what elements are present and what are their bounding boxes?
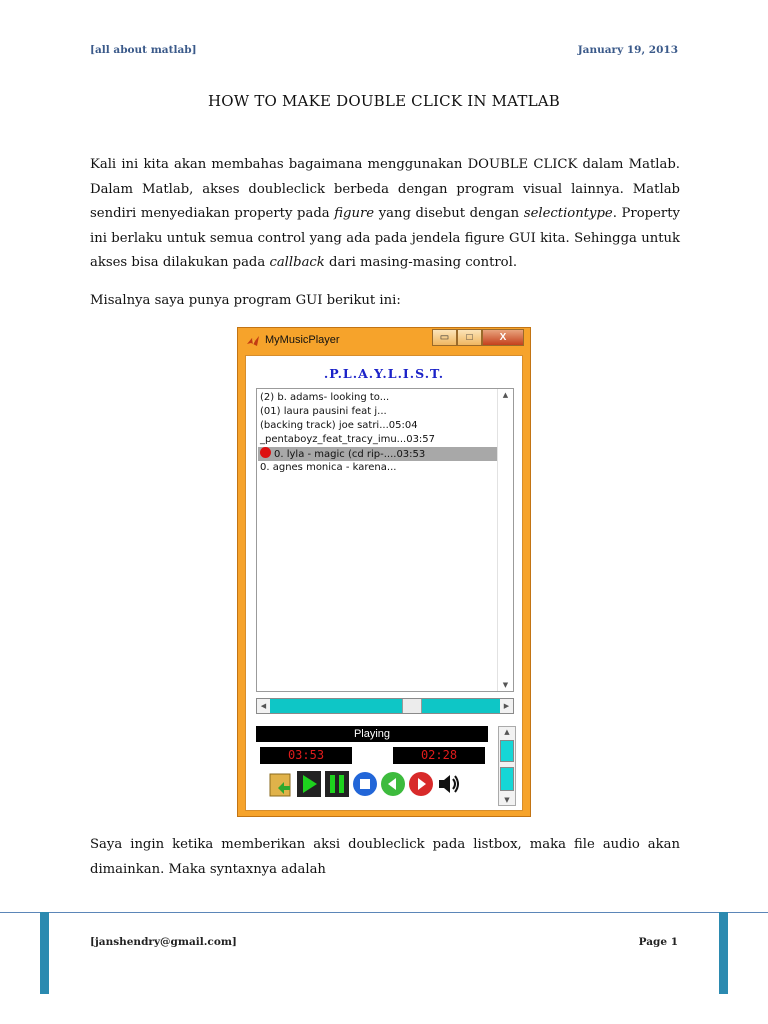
seek-right-icon[interactable]: ▶: [500, 699, 513, 713]
seek-left-icon[interactable]: ◀: [257, 699, 270, 713]
close-button[interactable]: X: [482, 329, 524, 346]
footer-rule: [0, 912, 768, 913]
playlist-item-selected[interactable]: [258, 447, 498, 461]
para1-text-4: dari masing-masing control.: [324, 255, 518, 270]
window-title: MyMusicPlayer: [265, 334, 340, 346]
minimize-button[interactable]: ▭: [432, 329, 457, 346]
playlist-item[interactable]: (01) laura pausini feat j...: [260, 406, 387, 417]
scroll-up-icon[interactable]: ▲: [502, 391, 509, 399]
volume-block-upper: [500, 740, 514, 762]
playlist-vertical-scrollbar[interactable]: [497, 389, 513, 691]
footer-page-number: Page 1: [638, 936, 678, 948]
scroll-down-icon[interactable]: ▼: [502, 681, 509, 689]
paragraph-doubleclick: Saya ingin ketika memberikan aksi doubleclick pada listbox, maka file audio akan dimainkan. Maka syntaxnya adalah: [90, 837, 680, 877]
paragraph-intro: [90, 153, 680, 276]
playlist-item[interactable]: _pentaboyz_feat_tracy_imu...03:57: [260, 434, 436, 445]
footer-bar-right: [719, 912, 728, 994]
footer-bar-left: [40, 912, 49, 994]
window-client-area: [245, 355, 523, 811]
elapsed-time: 03:53: [260, 747, 352, 764]
next-button[interactable]: [408, 770, 434, 798]
playlist-item[interactable]: (2) b. adams- looking to...: [260, 392, 390, 403]
seek-slider[interactable]: [256, 698, 514, 714]
volume-down-icon[interactable]: ▼: [504, 796, 510, 804]
playlist-item-label: 0. lyla - magic (cd rip-....03:53: [274, 449, 426, 460]
playlist-listbox[interactable]: [256, 388, 514, 692]
previous-button[interactable]: [380, 770, 406, 798]
playlist-item[interactable]: (backing track) joe satri...05:04: [260, 420, 418, 431]
paragraph-example: Misalnya saya punya program GUI berikut ini:: [90, 293, 401, 308]
total-time: 02:28: [393, 747, 485, 764]
music-player-window: [237, 327, 531, 817]
header-date: January 19, 2013: [577, 44, 678, 56]
para1-figure-term: figure: [334, 206, 375, 221]
para1-text-1: Kali ini kita akan membahas bagaimana menggunakan DOUBLE CLICK dalam Matlab. Dalam Matlab, akses doubleclick berbeda dengan program visual lainnya. Matlab sendiri menyediakan property pada: [90, 157, 680, 221]
pause-button[interactable]: [324, 770, 350, 798]
now-playing-icon: [260, 447, 271, 458]
open-folder-button[interactable]: [268, 770, 294, 798]
stop-button[interactable]: [352, 770, 378, 798]
volume-block-lower: [500, 767, 514, 791]
para1-text-2: yang disebut dengan: [374, 206, 524, 221]
playlist-item[interactable]: 0. agnes monica - karena...: [260, 462, 397, 473]
volume-slider[interactable]: [498, 726, 516, 806]
maximize-button[interactable]: □: [457, 329, 482, 346]
speaker-icon[interactable]: [436, 770, 462, 798]
header-left: [all about matlab]: [90, 44, 197, 56]
para1-callback-term: callback: [269, 255, 325, 270]
para1-text-3: . Property ini berlaku untuk semua control yang ada pada jendela figure GUI kita. Sehingga untuk akses bisa dilakukan pada: [90, 206, 680, 270]
play-button[interactable]: [296, 770, 322, 798]
para1-selectiontype-term: selectiontype: [523, 206, 613, 221]
seek-thumb[interactable]: [402, 699, 422, 713]
footer-email: [janshendry@gmail.com]: [90, 936, 237, 948]
volume-up-icon[interactable]: ▲: [504, 728, 510, 736]
playlist-title: .P.L.A.Y.L.I.S.T.: [323, 366, 445, 381]
document-title: HOW TO MAKE DOUBLE CLICK IN MATLAB: [207, 92, 561, 110]
matlab-logo-icon: [246, 334, 260, 348]
status-display: Playing: [256, 726, 488, 742]
